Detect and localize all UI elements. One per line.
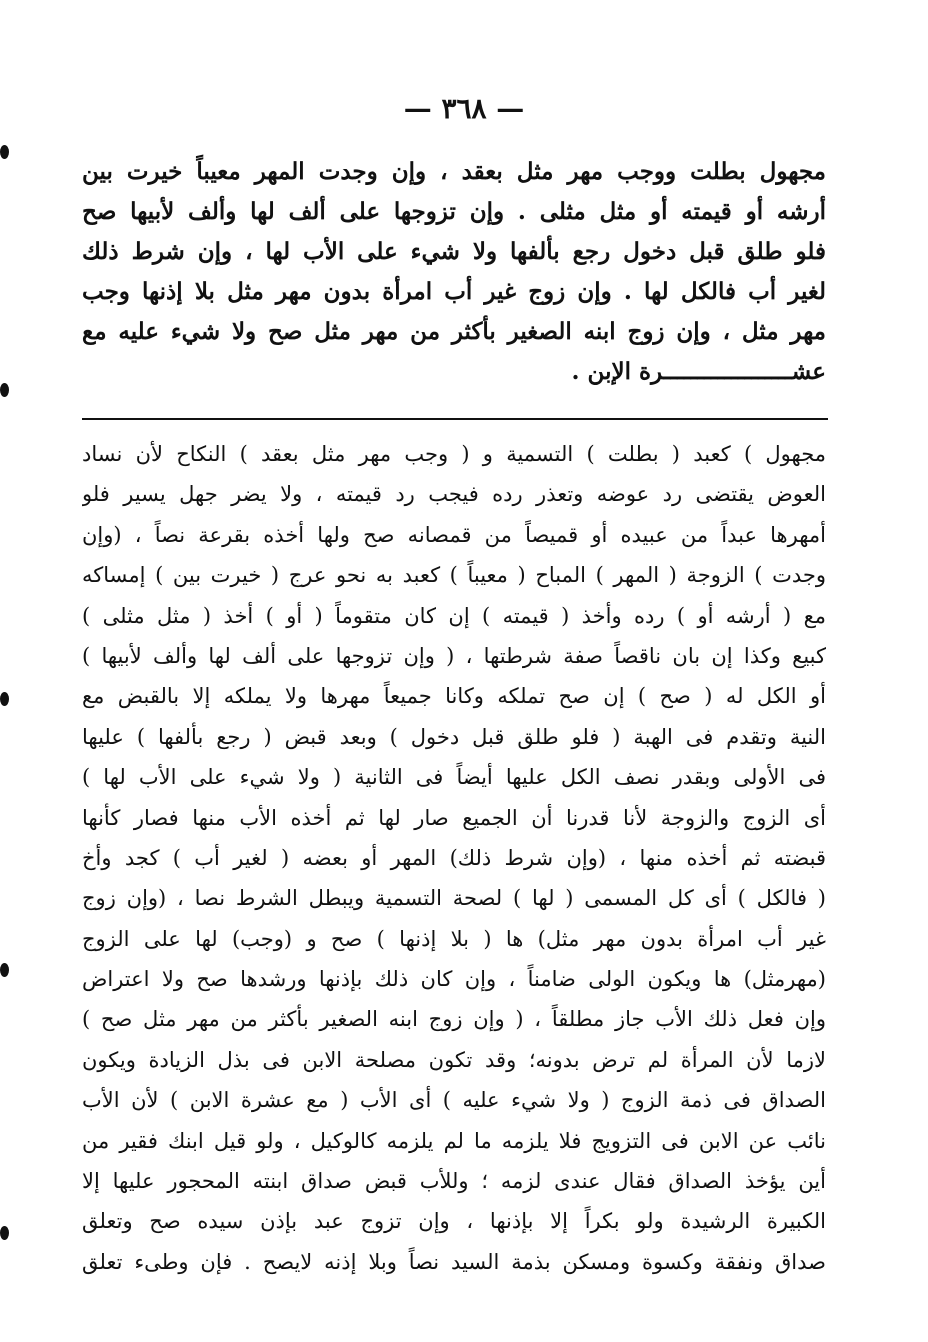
margin-binding-dot bbox=[0, 963, 9, 977]
commentary-line: النية وتقدم فى الهبة ( فلو طلق قبل دخول ) وبعد قبض ( رجع بألفها ) عليها bbox=[82, 724, 826, 749]
main-text-line: عشـــــــــــــــــــرة الإبن . bbox=[571, 358, 826, 385]
commentary-line: الكبيرة الرشيدة ولو بكراً إلا بإذنها ، وإن تزوج عبد بإذن سيده صح وتعلق bbox=[82, 1209, 826, 1234]
commentary-line: (مهرمثل) ها ويكون الولى ضامناً ، وإن كان ذلك بإذنها ورشدها صح ولا اعتراض bbox=[82, 967, 826, 992]
commentary-line: نائب عن الابن فى التزويج فلا يلزمه ما لم يلزمه كالوكيل ، ولو قيل ابنك فقير من bbox=[82, 1128, 826, 1153]
commentary-line: قبضته ثم أخذه منها ، (وإن شرط ذلك) المهر أو بعضه ( لغير أب ) كجد وأخ bbox=[82, 845, 826, 870]
margin-binding-dot bbox=[0, 145, 9, 159]
commentary-line: مجهول ) كعبد ( بطلت ) التسمية و ( وجب مهر مثل بعقد ) النكاح لأن نساد bbox=[82, 442, 826, 466]
main-text-line: مجهول بطلت ووجب مهر مثل بعقد ، وإن وجدت المهر معيباً خيرت بين bbox=[82, 158, 826, 185]
main-text-line: فلو طلق قبل دخول رجع بألفها ولا شيء على الأب لها ، وإن شرط ذلك bbox=[82, 238, 826, 265]
main-text-line: مهر مثل ، وإن زوج ابنه الصغير بأكثر من مهر مثل صح ولا شيء عليه مع bbox=[82, 318, 826, 345]
commentary-line: كبيع وكذا إن بان ناقصاً صفة شرطتها ، ( وإن تزوجها على ألف لها وألف لأبيها ) bbox=[82, 643, 826, 668]
commentary-line: أو الكل له ( صح ) إن صح تملكه وكانا جميعاً مهرها ولا يملكه إلا بالقبض مع bbox=[82, 684, 826, 709]
margin-binding-dot bbox=[0, 383, 9, 397]
margin-binding-dot bbox=[0, 692, 9, 706]
main-text-block bbox=[82, 152, 826, 392]
margin-binding-dot bbox=[0, 1226, 9, 1240]
section-divider bbox=[82, 418, 828, 420]
commentary-line: ( فالكل ) أى كل المسمى ( لها ) لصحة التسمية ويبطل الشرط نصا ، (وإن زوج bbox=[82, 886, 826, 911]
commentary-line: الصداق فى ذمة الزوج ( ولا شيء عليه ) أى الأب ( مع عشرة الابن ) لأن الأب bbox=[82, 1088, 826, 1113]
commentary-line: أى الزوج والزوجة لأنا قدرنا أن الجميع صار لها ثم أخذه الأب منها فصار كأنها bbox=[82, 805, 826, 830]
commentary-line: فى الأولى وبقدر نصف الكل عليها أيضاً فى الثانية ( ولا شيء على الأب لها ) bbox=[82, 765, 826, 790]
commentary-line: وإن فعل ذلك الأب جاز مطلقاً ، ( وإن زوج ابنه الصغير بأكثر من مهر مثل صح ) bbox=[82, 1007, 826, 1032]
commentary-line: لازما لأن المرأة لم ترض بدونه؛ وقد تكون مصلحة الابن فى بذل الزيادة ويكون bbox=[82, 1047, 826, 1072]
main-text-line: لغير أب فالكل لها . وإن زوج غير أب امرأة بدون مهر مثل بلا إذنها وجب bbox=[82, 278, 826, 305]
commentary-block bbox=[82, 434, 826, 1282]
commentary-line: أمهرها عبداً من عبيده أو قميصاً من قمصانه صح ولها أخذه بقرعة نصاً ، (وإن bbox=[82, 522, 826, 547]
commentary-line: وجدت ) الزوجة ( المهر ) المباح ( معيباً ) كعبد به نحو عرج ( خيرت بين ) إمساكه bbox=[82, 563, 826, 588]
main-text-line: أرشه أو قيمته أو مثل مثلى . وإن تزوجها على ألف لها وألف لأبيها صح bbox=[82, 198, 826, 225]
commentary-line: صداق ونفقة وكسوة ومسكن بذمة السيد نصاً وبلا إذنه لايصح . فإن وطىء تعلق bbox=[82, 1249, 826, 1274]
commentary-line: غير أب امرأة بدون مهر مثل) ها ( بلا إذنها ) صح و (وجب) لها على الزوج bbox=[82, 926, 826, 951]
commentary-line: أين يؤخذ الصداق فقال عندى لزمه ؛ وللأب قبض صداق ابنته المحجور عليها إلا bbox=[82, 1169, 826, 1194]
commentary-line: العوض يقتضى رد عوضه وتعذر رده فيجب رد قيمته ، ولا يضر جهل يسير فلو bbox=[82, 482, 826, 507]
commentary-line: مع ( أرشه أو ) رده وأخذ ( قيمته ) إن كان متقوماً ( أو ) أخذ ( مثل مثلى ) bbox=[82, 603, 826, 628]
page-number: — ٣٦٨ — bbox=[403, 92, 525, 125]
